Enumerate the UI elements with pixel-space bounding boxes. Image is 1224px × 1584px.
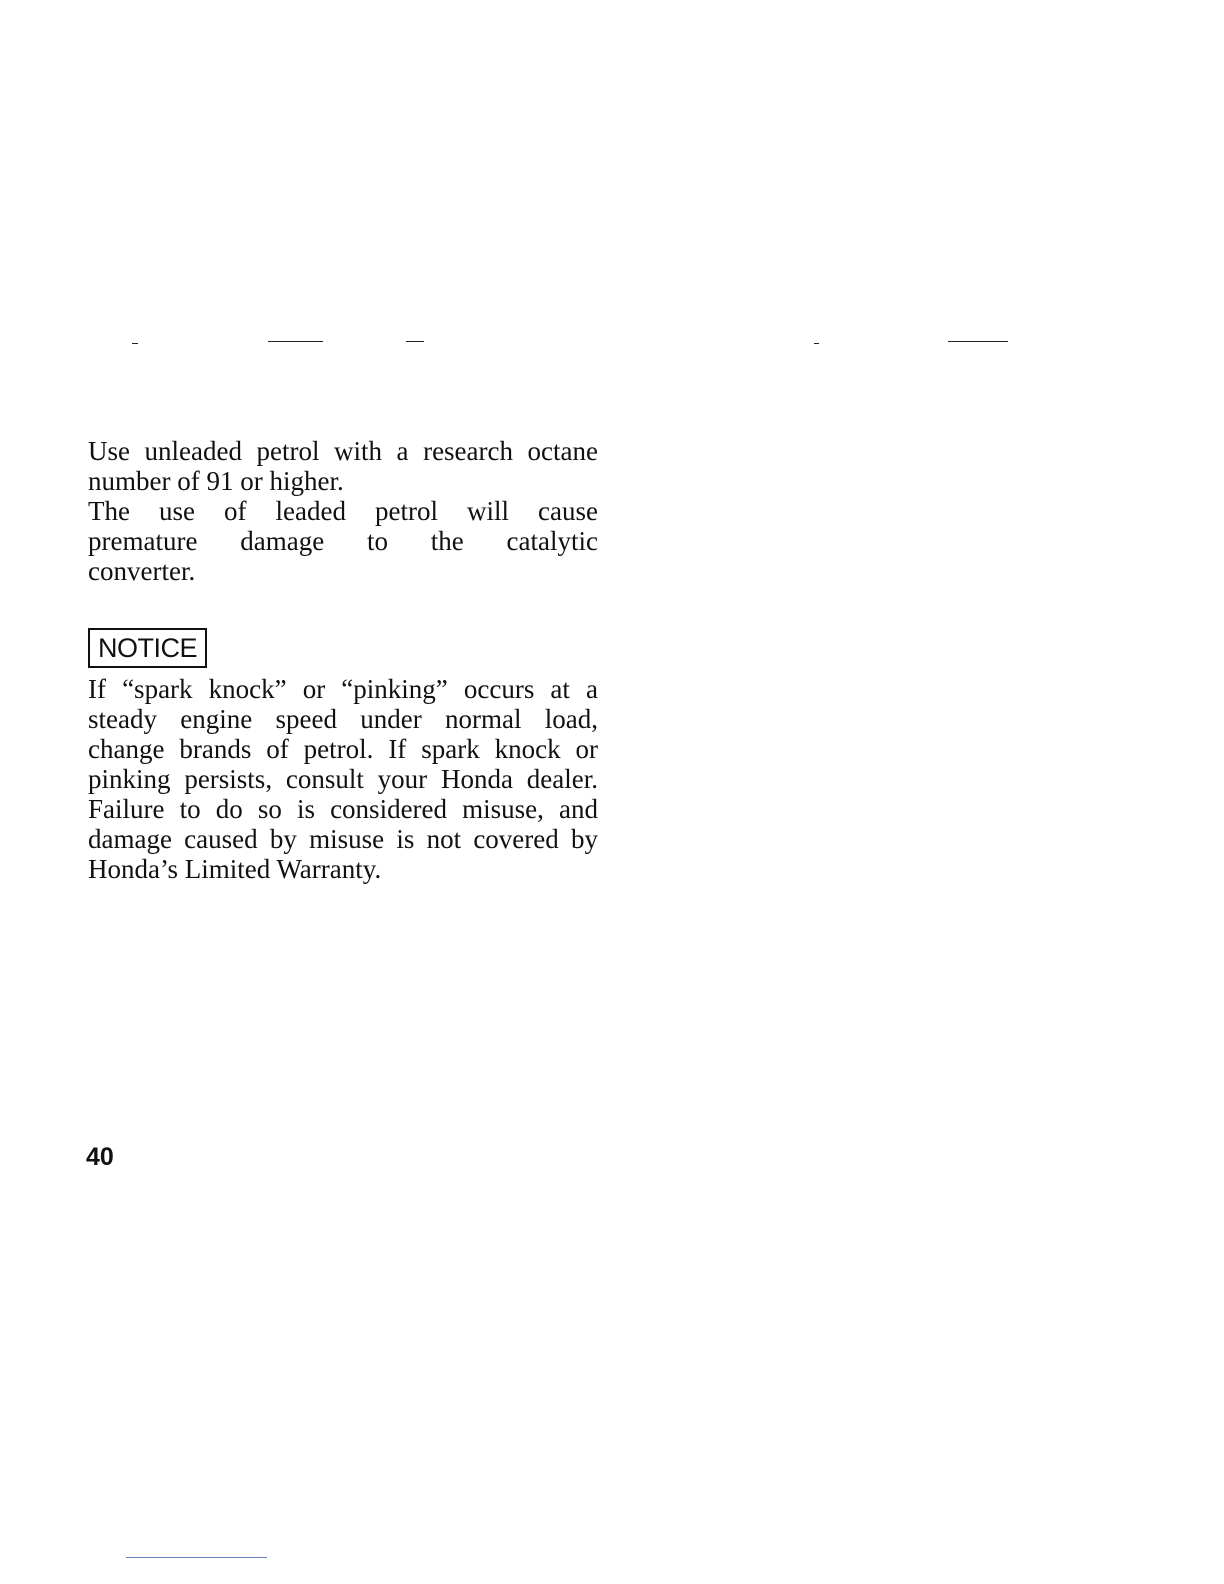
fuel-recommendation-paragraph — [88, 436, 598, 586]
paragraph-line: The use of leaded petrol will cause — [88, 496, 598, 526]
header-rule — [132, 343, 138, 344]
notice-paragraph — [88, 674, 598, 884]
header-rule — [948, 341, 1008, 342]
notice-label: NOTICE — [88, 628, 207, 668]
paragraph-line: Failure to do so is considered misuse, and — [88, 794, 598, 824]
paragraph-line: change brands of petrol. If spark knock or — [88, 734, 598, 764]
paragraph-line: premature damage to the catalytic — [88, 526, 598, 556]
paragraph-line: Honda’s Limited Warranty. — [88, 854, 382, 884]
paragraph-line: converter. — [88, 556, 196, 586]
paragraph-line: steady engine speed under normal load, — [88, 704, 598, 734]
paragraph-line: If “spark knock” or “pinking” occurs at a — [88, 674, 598, 704]
paragraph-line: number of 91 or higher. — [88, 466, 344, 496]
header-rule — [406, 341, 424, 342]
header-rule — [814, 343, 819, 344]
page-number: 40 — [86, 1143, 114, 1171]
header-rule — [268, 341, 323, 342]
paragraph-line: Use unleaded petrol with a research octane — [88, 436, 598, 466]
footer-rule — [126, 1557, 267, 1558]
paragraph-line: pinking persists, consult your Honda dealer. — [88, 764, 598, 794]
paragraph-line: damage caused by misuse is not covered by — [88, 824, 598, 854]
